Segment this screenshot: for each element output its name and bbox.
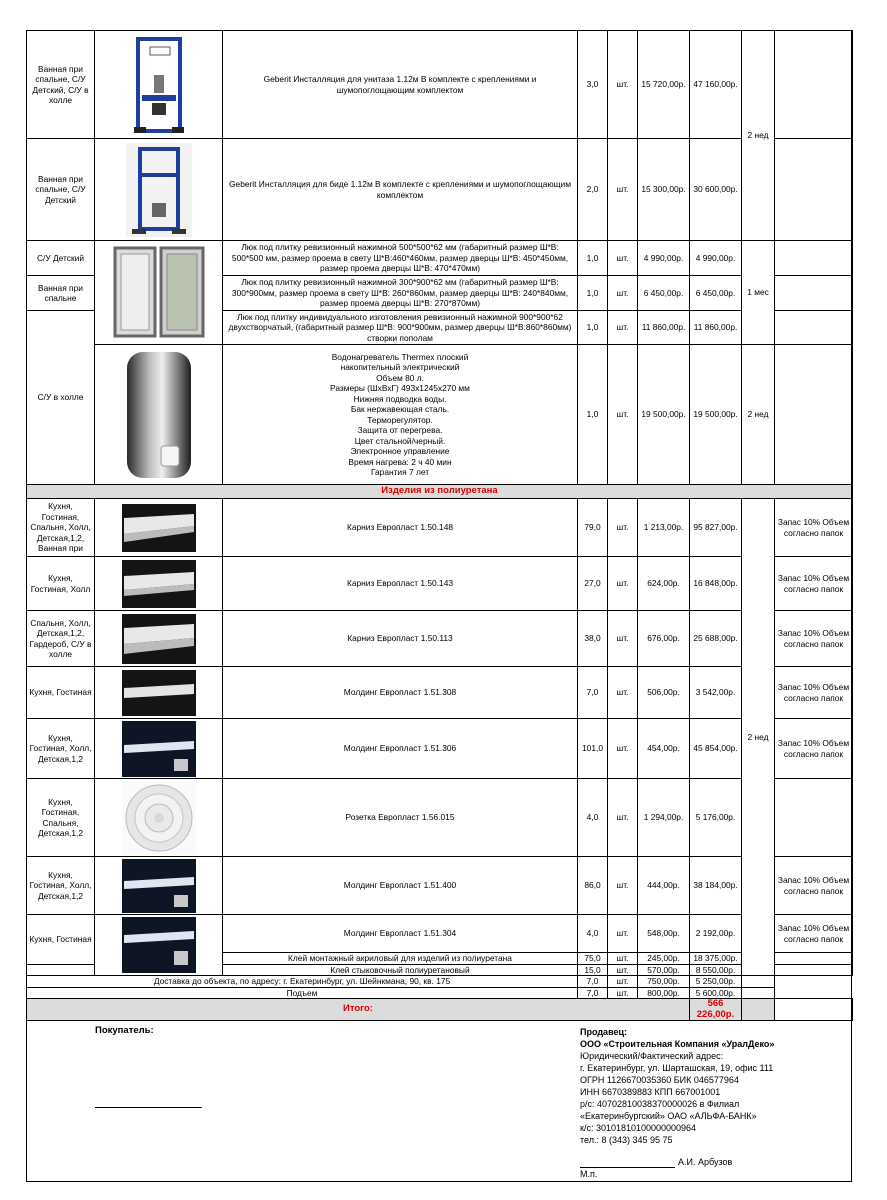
unit-cell: шт.	[608, 345, 638, 485]
term-cell: 1 мес	[742, 241, 775, 345]
price-cell: 245,00р.	[638, 953, 690, 965]
unit-cell: шт.	[608, 779, 638, 857]
item-name: Карниз Европласт 1.50.113	[223, 611, 578, 667]
note-cell: Запас 10% Объем согласно папок	[775, 667, 853, 719]
sum-cell: 4 990,00р.	[690, 241, 742, 276]
unit-cell: шт.	[608, 311, 638, 345]
item-name: Geberit Инсталляция для биде 1.12м В комплекте с креплениями и шумопоглощающим комплектом	[223, 139, 578, 241]
term-cell: 2 нед	[742, 499, 775, 976]
unit-cell: шт.	[608, 241, 638, 276]
unit-cell: шт.	[608, 557, 638, 611]
price-cell: 444,00р.	[638, 857, 690, 915]
sum-cell: 2 192,00р.	[690, 915, 742, 953]
term-cell: 2 нед	[742, 345, 775, 485]
price-cell: 548,00р.	[638, 915, 690, 953]
qty-cell: 2,0	[578, 139, 608, 241]
qty-cell: 15,0	[578, 964, 608, 976]
qty-cell: 1,0	[578, 345, 608, 485]
seller-block	[580, 1026, 845, 1146]
price-cell: 6 450,00р.	[638, 276, 690, 311]
unit-cell: шт.	[608, 976, 638, 988]
item-line: Размеры (ШхВхГ) 493х1245х270 мм	[330, 383, 470, 393]
sum-cell: 5 176,00р.	[690, 779, 742, 857]
note-cell: Запас 10% Объем согласно папок	[775, 915, 853, 953]
price-cell: 570,00р.	[638, 964, 690, 976]
item-name: Молдинг Европласт 1.51.308	[223, 667, 578, 719]
unit-cell: шт.	[608, 667, 638, 719]
unit-cell: шт.	[608, 857, 638, 915]
price-cell: 750,00р.	[638, 976, 690, 988]
item-name: Молдинг Европласт 1.51.400	[223, 857, 578, 915]
sum-cell: 8 550,00р.	[690, 964, 742, 976]
item-name: Доставка до объекта, по адресу: г. Екатеринбург, ул. Шейнкмана, 90, кв. 175	[27, 976, 578, 988]
qty-cell: 79,0	[578, 499, 608, 557]
seller-line: тел.: 8 (343) 345 95 75	[580, 1135, 673, 1145]
note-cell: Запас 10% Объем согласно папок	[775, 719, 853, 779]
seller-line: «Екатеринбургский» ОАО «АЛЬФА-БАНК»	[580, 1111, 757, 1121]
sum-cell: 47 160,00р.	[690, 31, 742, 139]
item-line: Терморегулятор.	[367, 414, 433, 425]
qty-cell: 4,0	[578, 779, 608, 857]
item-line: Водонагреватель Thermex плоский	[331, 351, 469, 362]
item-name: Молдинг Европласт 1.51.306	[223, 719, 578, 779]
signer-name: А.И. Арбузов	[678, 1157, 733, 1167]
item-line: Время нагрева: 2 ч 40 мин	[348, 456, 452, 467]
sum-cell: 45 854,00р.	[690, 719, 742, 779]
price-cell: 15 300,00р.	[638, 139, 690, 241]
item-name: Люк под плитку индивидуального изготовления ревизионный нажимной 900*900*62 двухстворчатый, (габаритный размер Ш*В: 900*900мм, размер дверцы Ш*В:860*860мм) створки пополам	[223, 311, 578, 345]
room-cell: Кухня, Гостиная	[27, 667, 95, 719]
unit-cell: шт.	[608, 139, 638, 241]
item-name: Клей стыковочный полиуретановый	[223, 964, 578, 976]
term-cell: 2 нед	[742, 31, 775, 241]
item-name: Geberit Инсталляция для унитаза 1.12м В комплекте с креплениями и шумопоглощающим комплектом	[223, 31, 578, 139]
seller-line: ИНН 6670389883 КПП 667001001	[580, 1087, 721, 1097]
note-cell: Запас 10% Объем согласно папок	[775, 499, 853, 557]
item-name: Карниз Европласт 1.50.143	[223, 557, 578, 611]
qty-cell: 7,0	[578, 976, 608, 988]
seller-line: г. Екатеринбург, ул. Шарташская, 19, офис 111	[580, 1063, 774, 1073]
price-cell: 4 990,00р.	[638, 241, 690, 276]
room-cell: Кухня, Гостиная, Холл	[27, 557, 95, 611]
note-cell: Запас 10% Объем согласно папок	[775, 611, 853, 667]
room-cell: Кухня, Гостиная	[27, 915, 95, 965]
sum-cell: 16 848,00р.	[690, 557, 742, 611]
seller-name: ООО «Строительная Компания «УралДеко»	[580, 1039, 775, 1049]
note-cell: Запас 10% Объем согласно папок	[775, 857, 853, 915]
qty-cell: 7,0	[578, 667, 608, 719]
sum-cell: 6 450,00р.	[690, 276, 742, 311]
qty-cell: 38,0	[578, 611, 608, 667]
qty-cell: 1,0	[578, 311, 608, 345]
seller-label: Продавец:	[580, 1027, 628, 1037]
item-name: Люк под плитку ревизионный нажимной 500*500*62 мм (габаритный размер Ш*В: 500*500 мм, размер проема в свету Ш*В:460*460мм, размер дверцы Ш*В: 450*450мм, размер проема дверцы Ш*В: 470*470мм)	[223, 241, 578, 276]
item-line: Нижняя подводка воды.	[353, 393, 447, 404]
sum-cell: 95 827,00р.	[690, 499, 742, 557]
sum-cell: 5 250,00р.	[690, 976, 742, 988]
item-name: Клей монтажный акриловый для изделий из полиуретана	[223, 953, 578, 965]
price-cell: 1 213,00р.	[638, 499, 690, 557]
item-line: Защита от перегрева.	[357, 425, 443, 435]
seller-line: ОГРН 1126670035360 БИК 046577964	[580, 1075, 739, 1085]
total-label: Итого:	[27, 999, 690, 1021]
item-line: Цвет стальной/черный.	[354, 435, 446, 446]
seller-line: р/с: 40702810038370000026 в Филиал	[580, 1099, 740, 1109]
room-cell: Ванная при спальне, С/У Детский, С/У в холле	[27, 31, 95, 139]
price-cell: 624,00р.	[638, 557, 690, 611]
unit-cell: шт.	[608, 964, 638, 976]
price-cell: 454,00р.	[638, 719, 690, 779]
unit-cell: шт.	[608, 31, 638, 139]
price-cell: 19 500,00р.	[638, 345, 690, 485]
item-name: Розетка Европласт 1.56.015	[223, 779, 578, 857]
section-title: Изделия из полиуретана	[27, 485, 853, 499]
item-name: Молдинг Европласт 1.51.304	[223, 915, 578, 953]
unit-cell: шт.	[608, 915, 638, 953]
item-line: Электронное управление	[350, 446, 450, 456]
room-cell: Ванная при спальне, С/У Детский	[27, 139, 95, 241]
item-name: Люк под плитку ревизионный нажимной 300*900*62 мм (габаритный размер Ш*В: 300*900мм, размер проема в свету Ш*В: 260*860мм, размер дверцы Ш*В: 240*840мм, размер проема дверцы Ш*В: 270*870мм)	[223, 276, 578, 311]
unit-cell: шт.	[608, 499, 638, 557]
qty-cell: 1,0	[578, 241, 608, 276]
qty-cell: 27,0	[578, 557, 608, 611]
price-cell: 676,00р.	[638, 611, 690, 667]
room-cell: Кухня, Гостиная, Спальня, Детская,1,2	[27, 779, 95, 857]
note-cell: Запас 10% Объем согласно папок	[775, 557, 853, 611]
price-cell: 800,00р.	[638, 987, 690, 999]
sum-cell: 30 600,00р.	[690, 139, 742, 241]
room-cell: С/У в холле	[27, 311, 95, 485]
unit-cell: шт.	[608, 953, 638, 965]
page-frame	[26, 30, 852, 1182]
price-cell: 11 860,00р.	[638, 311, 690, 345]
qty-cell: 3,0	[578, 31, 608, 139]
sum-cell: 5 600,00р.	[690, 987, 742, 999]
qty-cell: 101,0	[578, 719, 608, 779]
item-line: Бак нержавеющая сталь.	[350, 404, 450, 414]
item-line: накопительный электрический	[340, 362, 460, 372]
qty-cell: 4,0	[578, 915, 608, 953]
sum-cell: 25 688,00р.	[690, 611, 742, 667]
item-name: Карниз Европласт 1.50.148	[223, 499, 578, 557]
item-line: Объем 80 л.	[376, 372, 424, 383]
qty-cell: 1,0	[578, 276, 608, 311]
unit-cell: шт.	[608, 987, 638, 999]
sum-cell: 18 375,00р.	[690, 953, 742, 965]
price-cell: 15 720,00р.	[638, 31, 690, 139]
sum-cell: 19 500,00р.	[690, 345, 742, 485]
qty-cell: 75,0	[578, 953, 608, 965]
unit-cell: шт.	[608, 719, 638, 779]
item-name: Подъем	[27, 987, 578, 999]
price-cell: 506,00р.	[638, 667, 690, 719]
buyer-label: Покупатель:	[95, 1025, 154, 1036]
seller-line: к/с: 30101810100000000964	[580, 1123, 697, 1133]
seller-signature-line	[580, 1167, 675, 1168]
unit-cell: шт.	[608, 276, 638, 311]
sum-cell: 38 184,00р.	[690, 857, 742, 915]
sum-cell: 11 860,00р.	[690, 311, 742, 345]
buyer-signature-line	[95, 1107, 202, 1108]
stamp-place-label: М.п.	[580, 1169, 598, 1179]
qty-cell: 86,0	[578, 857, 608, 915]
unit-cell: шт.	[608, 611, 638, 667]
room-cell: Ванная при спальне	[27, 276, 95, 311]
seller-line: Юридический/Фактический адрес:	[580, 1051, 724, 1061]
room-cell: Кухня, Гостиная, Холл, Детская,1,2	[27, 719, 95, 779]
room-cell: Кухня, Гостиная, Спальня, Холл, Детская,1,2, Ванная при	[27, 499, 95, 557]
room-cell: Кухня, Гостиная, Холл, Детская,1,2	[27, 857, 95, 915]
price-cell: 1 294,00р.	[638, 779, 690, 857]
room-cell: Спальня, Холл, Детская,1,2, Гардероб, С/У в холле	[27, 611, 95, 667]
sum-cell: 3 542,00р.	[690, 667, 742, 719]
qty-cell: 7,0	[578, 987, 608, 999]
total-value: 566 226,00р.	[690, 999, 742, 1021]
room-cell: С/У Детский	[27, 241, 95, 276]
item-line: Гарантия 7 лет	[370, 467, 430, 477]
